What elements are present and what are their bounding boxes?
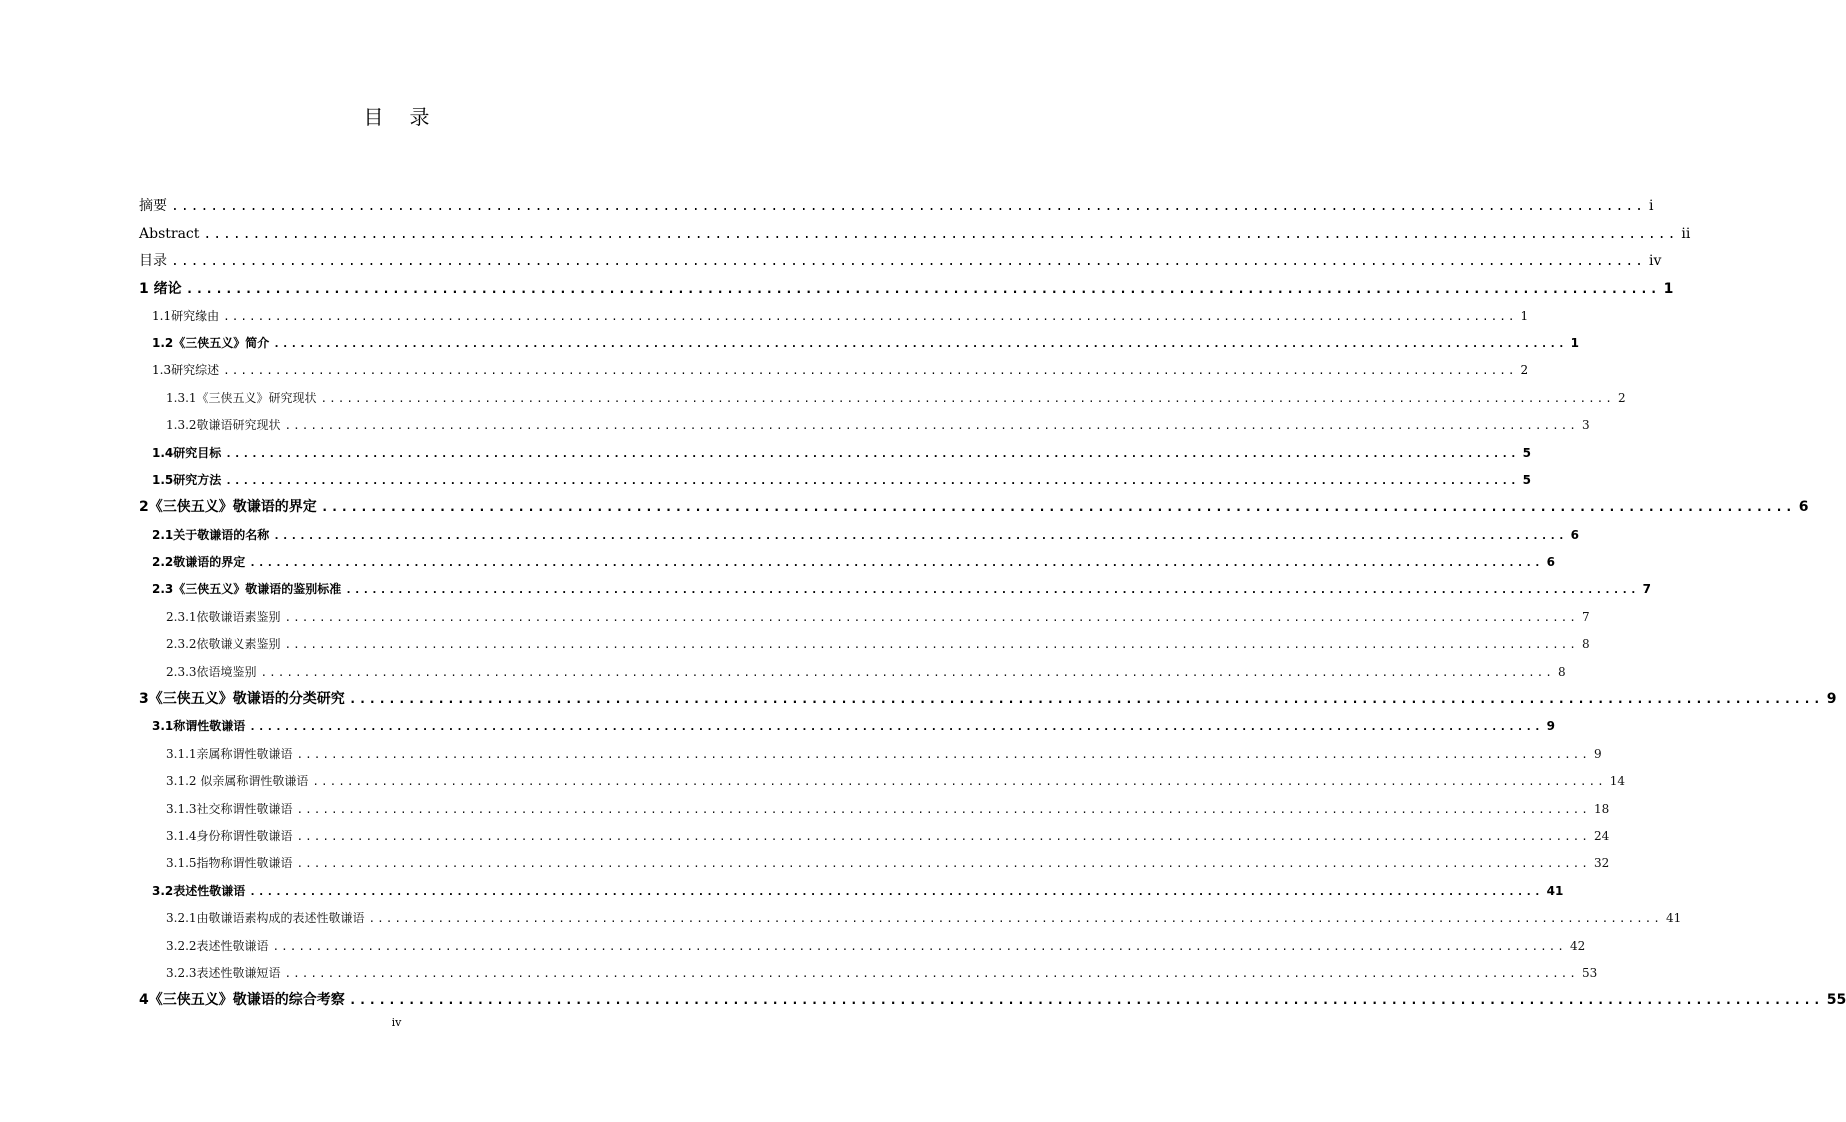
toc-label: 1.5研究方法	[152, 473, 222, 487]
toc-page: iv	[1649, 253, 1662, 269]
dot-leader: ......................................................................................................................................................	[296, 803, 1590, 816]
toc-label: 3.1.1亲属称谓性敬谦语	[166, 747, 293, 761]
toc-entry-abstract-cn[interactable]	[139, 196, 1654, 216]
toc-label: 1.4研究目标	[152, 446, 222, 460]
toc-entry-2-1[interactable]	[152, 525, 1580, 545]
dot-leader: ......................................................................................................................................................	[296, 830, 1590, 843]
toc-page: 8	[1581, 637, 1590, 651]
toc-page: 5	[1522, 473, 1532, 487]
toc-entry-chapter-2[interactable]	[139, 497, 1809, 517]
toc-entry-3-2-3[interactable]	[166, 963, 1598, 983]
toc-entry-1-3-1[interactable]	[166, 388, 1626, 408]
toc-label: 1 绪论	[139, 281, 182, 297]
toc-page: 3	[1581, 418, 1590, 432]
toc-label: 1.3.2敬谦语研究现状	[166, 418, 281, 432]
page-title: 目录	[363, 105, 456, 129]
toc-entry-1-3[interactable]	[152, 360, 1529, 380]
toc-entry-3-1-2[interactable]	[166, 771, 1626, 791]
toc-page: 7	[1581, 610, 1590, 624]
toc-label: 3.1.3社交称谓性敬谦语	[166, 802, 293, 816]
toc-label: 2.3.2依敬谦义素鉴别	[166, 637, 281, 651]
dot-leader: ......................................................................................................................................................	[296, 857, 1590, 870]
dot-leader: ......................................................................................................................................................	[273, 337, 1567, 350]
dot-leader: ......................................................................................................................................................	[320, 500, 1795, 515]
dot-leader: ......................................................................................................................................................	[225, 474, 1519, 487]
toc-entry-3-1-3[interactable]	[166, 799, 1610, 819]
toc-entry-2-3[interactable]	[152, 579, 1652, 599]
toc-page: 6	[1546, 555, 1556, 569]
toc-label: 目录	[139, 253, 167, 269]
toc-page: 18	[1593, 802, 1610, 816]
toc-label: 3.2.1由敬谦语素构成的表述性敬谦语	[166, 911, 365, 925]
toc-label: 3.1.2 似亲属称谓性敬谦语	[166, 774, 309, 788]
toc-label: 2.1关于敬谦语的名称	[152, 528, 270, 542]
toc-page: 2	[1617, 391, 1626, 405]
toc-label: 2.2敬谦语的界定	[152, 555, 246, 569]
toc-label: 1.3.1《三侠五义》研究现状	[166, 391, 317, 405]
toc-label: 摘要	[139, 198, 167, 214]
toc-entry-1-2[interactable]	[152, 333, 1580, 353]
toc-entry-1-4[interactable]	[152, 443, 1532, 463]
toc-page: 24	[1593, 829, 1610, 843]
dot-leader: ......................................................................................................................................................	[203, 227, 1678, 242]
toc-label: 3.2.2表述性敬谦语	[166, 939, 269, 953]
toc-entry-abstract-en[interactable]	[139, 224, 1691, 244]
dot-leader: ......................................................................................................................................................	[223, 310, 1517, 323]
toc-label: 3.2.3表述性敬谦短语	[166, 966, 281, 980]
toc-page: 1	[1570, 336, 1580, 350]
dot-leader: ......................................................................................................................................................	[185, 282, 1660, 297]
toc-entry-1-1[interactable]	[152, 306, 1529, 326]
toc-label: 3《三侠五义》敬谦语的分类研究	[139, 691, 345, 707]
toc-page: 2	[1520, 363, 1529, 377]
toc-label: 2《三侠五义》敬谦语的界定	[139, 499, 317, 515]
toc-entry-2-3-2[interactable]	[166, 634, 1590, 654]
toc-page: 7	[1642, 582, 1652, 596]
toc-entry-2-3-1[interactable]	[166, 607, 1590, 627]
toc-entry-chapter-1[interactable]	[139, 279, 1674, 299]
dot-leader: ......................................................................................................................................................	[249, 720, 1543, 733]
toc-page: 9	[1826, 691, 1837, 707]
dot-leader: ......................................................................................................................................................	[296, 748, 1590, 761]
toc-page: 41	[1665, 911, 1682, 925]
toc-entry-1-3-2[interactable]	[166, 415, 1590, 435]
dot-leader: ......................................................................................................................................................	[171, 254, 1645, 269]
toc-entry-3-2[interactable]	[152, 881, 1564, 901]
toc-label: 4《三侠五义》敬谦语的综合考察	[139, 992, 345, 1008]
toc-page: 41	[1546, 884, 1564, 898]
toc-page: 9	[1546, 719, 1556, 733]
toc-page: 6	[1798, 499, 1809, 515]
toc-entry-3-1-1[interactable]	[166, 744, 1602, 764]
toc-label: 2.3.1依敬谦语素鉴别	[166, 610, 281, 624]
toc-entry-3-2-1[interactable]	[166, 908, 1682, 928]
toc-page: 1	[1663, 281, 1674, 297]
toc-page: i	[1649, 198, 1654, 214]
toc-label: 3.1.5指物称谓性敬谦语	[166, 856, 293, 870]
dot-leader: ......................................................................................................................................................	[225, 447, 1519, 460]
toc-page: 55	[1826, 992, 1846, 1008]
toc-page: 5	[1522, 446, 1532, 460]
toc-entry-1-5[interactable]	[152, 470, 1532, 490]
dot-leader: ......................................................................................................................................................	[284, 967, 1578, 980]
toc-entry-3-1-5[interactable]	[166, 853, 1610, 873]
dot-leader: ......................................................................................................................................................	[260, 666, 1554, 679]
page-number: iv	[391, 1016, 402, 1029]
dot-leader: ......................................................................................................................................................	[249, 885, 1543, 898]
toc-page: 42	[1569, 939, 1586, 953]
toc-page: 6	[1570, 528, 1580, 542]
dot-leader: ......................................................................................................................................................	[171, 199, 1645, 214]
dot-leader: ......................................................................................................................................................	[345, 583, 1639, 596]
toc-entry-chapter-3[interactable]	[139, 689, 1837, 709]
dot-leader: ......................................................................................................................................................	[272, 940, 1566, 953]
toc-entry-2-2[interactable]	[152, 552, 1556, 572]
dot-leader: ......................................................................................................................................................	[284, 419, 1578, 432]
dot-leader: ......................................................................................................................................................	[273, 529, 1567, 542]
toc-label: 1.1研究缘由	[152, 309, 220, 323]
toc-entry-chapter-4[interactable]	[139, 990, 1846, 1010]
toc-page: 14	[1609, 774, 1626, 788]
dot-leader: ......................................................................................................................................................	[284, 638, 1578, 651]
toc-entry-3-1[interactable]	[152, 716, 1556, 736]
toc-page: 1	[1520, 309, 1529, 323]
dot-leader: ......................................................................................................................................................	[312, 775, 1606, 788]
toc-page: 53	[1581, 966, 1598, 980]
dot-leader: ......................................................................................................................................................	[249, 556, 1543, 569]
toc-label: 3.1称谓性敬谦语	[152, 719, 246, 733]
dot-leader: ......................................................................................................................................................	[223, 364, 1517, 377]
toc-label: 1.3研究综述	[152, 363, 220, 377]
toc-label: 2.3.3依语境鉴别	[166, 665, 257, 679]
toc-entry-2-3-3[interactable]	[166, 662, 1566, 682]
toc-entry-contents[interactable]	[139, 251, 1662, 271]
toc-entry-3-2-2[interactable]	[166, 936, 1586, 956]
toc-label: Abstract	[139, 226, 200, 242]
toc-page: 9	[1593, 747, 1602, 761]
dot-leader: ......................................................................................................................................................	[348, 692, 1823, 707]
dot-leader: ......................................................................................................................................................	[284, 611, 1578, 624]
dot-leader: ......................................................................................................................................................	[368, 912, 1662, 925]
dot-leader: ......................................................................................................................................................	[348, 993, 1823, 1008]
toc-label: 3.2表述性敬谦语	[152, 884, 246, 898]
toc-entry-3-1-4[interactable]	[166, 826, 1610, 846]
dot-leader: ......................................................................................................................................................	[320, 392, 1614, 405]
toc-page: 8	[1557, 665, 1566, 679]
toc-label: 3.1.4身份称谓性敬谦语	[166, 829, 293, 843]
toc-label: 2.3《三侠五义》敬谦语的鉴别标准	[152, 582, 342, 596]
toc-page: 32	[1593, 856, 1610, 870]
toc-page: ii	[1681, 226, 1691, 242]
toc-label: 1.2《三侠五义》简介	[152, 336, 270, 350]
